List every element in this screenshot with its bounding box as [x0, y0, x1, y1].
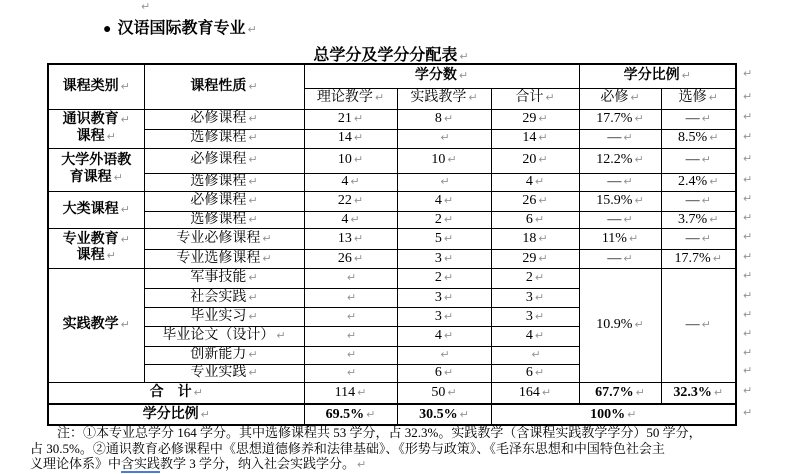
- course-nature-cell: 毕业论文（设计） ↵: [144, 326, 304, 346]
- table-row: [48, 228, 736, 249]
- paragraph-mark-icon: ↵: [248, 174, 258, 188]
- table-row: [48, 249, 736, 268]
- value-cell: — ↵: [579, 129, 661, 148]
- value-cell: 26 ↵: [491, 191, 579, 211]
- value-cell: 21 ↵: [304, 109, 397, 129]
- row-end-mark-icon: ↵: [743, 89, 753, 103]
- paragraph-mark-icon: ↵: [635, 385, 645, 399]
- row-end-mark-icon: ↵: [743, 67, 753, 80]
- paragraph-mark-icon: ↵: [701, 318, 711, 332]
- paragraph-mark-icon: ↵: [346, 329, 357, 343]
- value-cell: 8 ↵: [397, 109, 491, 129]
- paragraph-mark-icon: ↵: [701, 231, 711, 245]
- paragraph-mark-icon: ↵: [701, 193, 711, 207]
- value-cell: 6 ↵: [397, 364, 491, 382]
- paragraph-mark-icon: ↵: [248, 290, 258, 304]
- value-cell: 3 ↵: [491, 307, 579, 326]
- paragraph-mark-icon: ↵: [534, 271, 545, 285]
- paragraph-mark-icon: ↵: [538, 231, 548, 245]
- paragraph-mark-icon: ↵: [443, 111, 454, 125]
- percent-value-cell: 30.5% ↵: [397, 404, 491, 425]
- group-label-cell: 专业教育 ↵ 课程 ↵: [48, 228, 144, 268]
- header-cell: 课程性质 ↵: [144, 64, 304, 109]
- value-cell: 3 ↵: [491, 288, 579, 307]
- table-row: [48, 109, 736, 129]
- paragraph-mark-icon: ↵: [141, 0, 151, 13]
- row-end-mark-icon: ↵: [743, 384, 753, 397]
- value-cell: 4 ↵: [491, 326, 579, 346]
- paragraph-mark-icon: ↵: [628, 231, 639, 245]
- table-row: [48, 148, 736, 173]
- header-cell: 学分数 ↵: [304, 64, 579, 88]
- paragraph-mark-icon: ↵: [440, 174, 450, 188]
- paragraph-mark-icon: ↵: [681, 69, 691, 83]
- row-end-mark-icon: ↵: [743, 364, 753, 377]
- table-row: [48, 64, 736, 88]
- course-nature-cell: 专业必修课程 ↵: [144, 228, 304, 249]
- paragraph-mark-icon: ↵: [468, 91, 478, 105]
- subheader-cell: 理论教学 ↵: [304, 88, 397, 109]
- paragraph-mark-icon: ↵: [447, 153, 457, 167]
- paragraph-mark-icon: ↵: [200, 407, 210, 421]
- paragraph-mark-icon: ↵: [353, 193, 364, 207]
- paragraph-mark-icon: ↵: [106, 129, 116, 143]
- paragraph-mark-icon: ↵: [712, 251, 722, 265]
- course-nature-cell: 毕业实习 ↵: [144, 307, 304, 326]
- footnote-line: 注：①本专业总学分 164 学分。其中选修课程共 53 学分，占 32.3%。实践教学（含课程实践教学学分）50 学分，: [57, 425, 702, 440]
- value-cell: [304, 288, 397, 307]
- paragraph-mark-icon: ↵: [534, 290, 545, 304]
- value-cell: 11% ↵: [579, 228, 661, 249]
- paragraph-mark-icon: ↵: [262, 251, 272, 265]
- value-cell: — ↵: [661, 191, 736, 211]
- subheader-cell: 实践教学 ↵: [397, 88, 491, 109]
- paragraph-mark-icon: ↵: [538, 251, 548, 265]
- course-nature-cell: 社会实践 ↵: [144, 288, 304, 307]
- row-end-mark-icon: ↵: [743, 129, 753, 143]
- value-cell: 4 ↵: [304, 211, 397, 228]
- value-cell: 14 ↵: [491, 129, 579, 148]
- value-cell: [304, 346, 397, 364]
- paragraph-mark-icon: ↵: [248, 193, 258, 207]
- paragraph-mark-icon: ↵: [634, 153, 644, 167]
- paragraph-mark-icon: ↵: [353, 153, 364, 167]
- paragraph-mark-icon: ↵: [366, 407, 376, 421]
- value-cell: [304, 307, 397, 326]
- major-heading-text: 汉语国际教育专业: [117, 20, 246, 37]
- table-row: [48, 404, 736, 425]
- paragraph-mark-icon: ↵: [443, 212, 454, 226]
- table-row: [48, 191, 736, 211]
- paragraph-mark-icon: ↵: [120, 233, 130, 246]
- row-end-mark-icon: ↵: [743, 192, 753, 205]
- header-cell: 学分比例 ↵: [579, 64, 736, 88]
- percent-value-cell: 69.5% ↵: [304, 404, 397, 425]
- paragraph-mark-icon: ↵: [538, 131, 548, 145]
- paragraph-mark-icon: ↵: [374, 91, 385, 105]
- paragraph-mark-icon: ↵: [262, 231, 272, 245]
- paragraph-mark-icon: ↵: [630, 91, 640, 105]
- paragraph-mark-icon: ↵: [106, 249, 116, 263]
- paragraph-mark-icon: ↵: [248, 309, 258, 323]
- value-cell: 29 ↵: [491, 249, 579, 268]
- course-nature-cell: 选修课程 ↵: [144, 211, 304, 228]
- value-cell: 5 ↵: [397, 228, 491, 249]
- paragraph-mark-icon: ↵: [623, 131, 633, 145]
- footnote-line: 占 30.5%。②通识教育必修课程中《思想道德修养和法律基础》、《形势与政策》、《毛泽东思想和中国特色社会主: [30, 440, 665, 456]
- header-cell: 课程类别 ↵: [48, 64, 144, 109]
- paragraph-mark-icon: ↵: [248, 111, 258, 125]
- row-end-mark-icon: ↵: [743, 288, 753, 302]
- paragraph-mark-icon: ↵: [350, 174, 360, 188]
- row-end-mark-icon: ↵: [743, 405, 753, 419]
- value-cell: — ↵: [579, 173, 661, 191]
- paragraph-mark-icon: ↵: [440, 348, 450, 362]
- value-cell: 3 ↵: [397, 249, 491, 268]
- paragraph-mark-icon: ↵: [534, 366, 545, 380]
- paragraph-mark-icon: ↵: [346, 348, 357, 362]
- paragraph-mark-icon: ↵: [357, 458, 367, 471]
- footnote-text: 教学 3 学分，纳入社会实践学分。: [160, 456, 356, 471]
- value-cell: 12.2% ↵: [579, 148, 661, 173]
- value-cell: [304, 326, 397, 346]
- paragraph-mark-icon: ↵: [443, 251, 454, 265]
- paragraph-mark-icon: ↵: [459, 50, 469, 63]
- value-cell: [397, 346, 491, 364]
- paragraph-mark-icon: ↵: [113, 170, 123, 184]
- table-row: [48, 211, 736, 228]
- table-row: [48, 268, 736, 288]
- paragraph-mark-icon: ↵: [346, 366, 357, 380]
- footnote-text: 义理论体系》中: [30, 456, 122, 471]
- paragraph-mark-icon: ↵: [346, 271, 357, 285]
- value-cell: 50 ↵: [397, 382, 491, 404]
- group-label-cell: 大学外语教 育课程 ↵: [48, 148, 144, 191]
- paragraph-mark-icon: ↵: [276, 329, 286, 343]
- summary-label-cell: 学分比例 ↵: [48, 404, 304, 425]
- course-nature-cell: 专业实践 ↵: [144, 364, 304, 382]
- paragraph-mark-icon: ↵: [357, 385, 367, 399]
- paragraph-mark-icon: ↵: [248, 348, 258, 362]
- paragraph-mark-icon: ↵: [627, 407, 637, 421]
- value-cell: 13 ↵: [304, 228, 397, 249]
- paragraph-mark-icon: ↵: [443, 309, 454, 323]
- paragraph-mark-icon: ↵: [120, 202, 130, 216]
- subheader-cell: 必修 ↵: [579, 88, 661, 109]
- value-cell: 4 ↵: [397, 326, 491, 346]
- course-nature-cell: 选修课程 ↵: [144, 129, 304, 148]
- value-cell: 14 ↵: [304, 129, 397, 148]
- row-end-mark-icon: ↵: [743, 173, 753, 186]
- value-cell: [397, 173, 491, 191]
- paragraph-mark-icon: ↵: [346, 309, 357, 323]
- paragraph-mark-icon: ↵: [248, 271, 258, 285]
- value-cell: 3 ↵: [397, 288, 491, 307]
- bullet-icon: ●: [103, 22, 112, 37]
- course-nature-cell: 必修课程 ↵: [144, 109, 304, 129]
- value-cell: 114 ↵: [304, 382, 397, 404]
- footnote: [30, 425, 774, 473]
- paragraph-mark-icon: ↵: [709, 212, 719, 226]
- paragraph-mark-icon: ↵: [459, 407, 469, 421]
- paragraph-mark-icon: ↵: [534, 174, 545, 188]
- value-cell: [304, 268, 397, 288]
- value-cell: 22 ↵: [304, 191, 397, 211]
- paragraph-mark-icon: ↵: [541, 385, 552, 399]
- subheader-cell: 选修 ↵: [661, 88, 736, 109]
- value-cell: — ↵: [579, 249, 661, 268]
- paragraph-mark-icon: ↵: [353, 111, 364, 125]
- value-cell: 4 ↵: [397, 191, 491, 211]
- paragraph-mark-icon: ↵: [248, 131, 258, 145]
- table-row: [48, 382, 736, 404]
- row-end-mark-icon: ↵: [743, 307, 753, 321]
- paragraph-mark-icon: ↵: [247, 23, 257, 36]
- value-cell: — ↵: [579, 211, 661, 228]
- paragraph-mark-icon: ↵: [443, 193, 454, 207]
- value-cell: 10 ↵: [397, 148, 491, 173]
- course-nature-cell: 军事技能 ↵: [144, 268, 304, 288]
- value-cell: 3.7% ↵: [661, 211, 736, 228]
- subheader-cell: 合计 ↵: [491, 88, 579, 109]
- value-cell: 18 ↵: [491, 228, 579, 249]
- paragraph-mark-icon: ↵: [534, 309, 545, 323]
- value-cell: — ↵: [661, 148, 736, 173]
- paragraph-mark-icon: ↵: [623, 174, 633, 188]
- value-cell: 8.5% ↵: [661, 129, 736, 148]
- paragraph-mark-icon: ↵: [709, 131, 719, 145]
- course-nature-cell: 选修课程 ↵: [144, 173, 304, 191]
- value-cell: [397, 129, 491, 148]
- credit-distribution-table: [47, 63, 737, 426]
- major-heading: [103, 15, 257, 38]
- row-end-mark-icon: ↵: [743, 269, 753, 282]
- value-cell: 10.9% ↵: [579, 268, 661, 382]
- course-nature-cell: 必修课程 ↵: [144, 148, 304, 173]
- value-cell: 15.9% ↵: [579, 191, 661, 211]
- value-cell: [491, 346, 579, 364]
- paragraph-mark-icon: ↵: [447, 385, 457, 399]
- proofing-underlined-text: 含实践: [121, 456, 161, 471]
- paragraph-mark-icon: ↵: [346, 290, 357, 304]
- value-cell: 164 ↵: [491, 382, 579, 404]
- value-cell: 29 ↵: [491, 109, 579, 129]
- paragraph-mark-icon: ↵: [193, 385, 203, 399]
- value-cell: 2 ↵: [397, 268, 491, 288]
- paragraph-mark-icon: ↵: [120, 113, 130, 127]
- paragraph-mark-icon: ↵: [531, 348, 541, 362]
- row-end-mark-icon: ↵: [743, 151, 753, 165]
- paragraph-mark-icon: ↵: [534, 329, 545, 343]
- paragraph-mark-icon: ↵: [353, 131, 364, 145]
- percent-value-cell: 32.3% ↵: [661, 382, 736, 404]
- value-cell: 2 ↵: [397, 211, 491, 228]
- course-nature-cell: 必修课程 ↵: [144, 191, 304, 211]
- paragraph-mark-icon: ↵: [538, 111, 548, 125]
- value-cell: 4 ↵: [304, 173, 397, 191]
- paragraph-mark-icon: ↵: [443, 366, 454, 380]
- paragraph-mark-icon: ↵: [458, 69, 469, 83]
- paragraph-mark-icon: ↵: [248, 366, 258, 380]
- value-cell: 17.7% ↵: [579, 109, 661, 129]
- value-cell: 20 ↵: [491, 148, 579, 173]
- paragraph-mark-icon: ↵: [709, 174, 719, 188]
- value-cell: [304, 364, 397, 382]
- row-end-mark-icon: ↵: [743, 229, 753, 243]
- value-cell: 6 ↵: [491, 364, 579, 382]
- paragraph-mark-icon: ↵: [701, 153, 711, 167]
- paragraph-mark-icon: ↵: [623, 212, 633, 226]
- value-cell: 2 ↵: [491, 268, 579, 288]
- paragraph-mark-icon: ↵: [353, 251, 364, 265]
- paragraph-mark-icon: ↵: [350, 212, 360, 226]
- value-cell: — ↵: [661, 228, 736, 249]
- paragraph-mark-icon: ↵: [443, 231, 454, 245]
- value-cell: 17.7% ↵: [661, 249, 736, 268]
- course-nature-cell: 专业选修课程 ↵: [144, 249, 304, 268]
- paragraph-mark-icon: ↵: [538, 153, 548, 167]
- value-cell: 4 ↵: [491, 173, 579, 191]
- paragraph-mark-icon: ↵: [534, 212, 545, 226]
- value-cell: 26 ↵: [304, 249, 397, 268]
- paragraph-mark-icon: ↵: [443, 290, 454, 304]
- course-nature-cell: 创新能力 ↵: [144, 346, 304, 364]
- paragraph-mark-icon: ↵: [538, 193, 548, 207]
- table-row: [48, 129, 736, 148]
- value-cell: — ↵: [661, 268, 736, 382]
- value-cell: 2.4% ↵: [661, 173, 736, 191]
- paragraph-mark-icon: ↵: [545, 91, 555, 105]
- group-label-cell: 大类课程 ↵: [48, 191, 144, 228]
- value-cell: — ↵: [661, 109, 736, 129]
- paragraph-mark-icon: ↵: [443, 271, 454, 285]
- row-end-mark-icon: ↵: [743, 346, 753, 359]
- paragraph-mark-icon: ↵: [120, 318, 130, 332]
- percent-value-cell: 100% ↵: [491, 404, 736, 425]
- value-cell: 10 ↵: [304, 148, 397, 173]
- value-cell: 6 ↵: [491, 211, 579, 228]
- paragraph-mark-icon: ↵: [353, 231, 364, 245]
- group-label-cell: 实践教学 ↵: [48, 268, 144, 382]
- row-end-mark-icon: ↵: [743, 327, 753, 340]
- paragraph-mark-icon: ↵: [713, 385, 724, 399]
- percent-value-cell: 67.7% ↵: [579, 382, 661, 404]
- row-end-mark-icon: ↵: [743, 110, 753, 123]
- paragraph-mark-icon: ↵: [248, 212, 258, 226]
- row-end-mark-icon: ↵: [743, 249, 753, 263]
- paragraph-mark-icon: ↵: [248, 79, 258, 93]
- summary-label-cell: 合 计 ↵: [48, 382, 304, 404]
- paragraph-mark-icon: ↵: [634, 318, 644, 332]
- value-cell: 3 ↵: [397, 307, 491, 326]
- paragraph-mark-icon: ↵: [248, 153, 258, 167]
- table-title: [47, 42, 735, 65]
- paragraph-mark-icon: ↵: [623, 251, 633, 265]
- paragraph-mark-icon: ↵: [440, 131, 450, 145]
- paragraph-mark-icon: ↵: [120, 79, 130, 93]
- table-row: [48, 173, 736, 191]
- footnote-line: [30, 456, 774, 473]
- row-end-mark-icon: ↵: [743, 210, 753, 224]
- table-title-text: 总学分及学分分配表: [313, 47, 458, 64]
- paragraph-mark-icon: ↵: [634, 193, 644, 207]
- paragraph-mark-icon: ↵: [634, 111, 644, 125]
- group-label-cell: 通识教育 ↵ 课程 ↵: [48, 109, 144, 148]
- paragraph-mark-icon: ↵: [708, 91, 718, 105]
- paragraph-mark-icon: ↵: [443, 329, 454, 343]
- paragraph-mark-icon: ↵: [701, 111, 711, 125]
